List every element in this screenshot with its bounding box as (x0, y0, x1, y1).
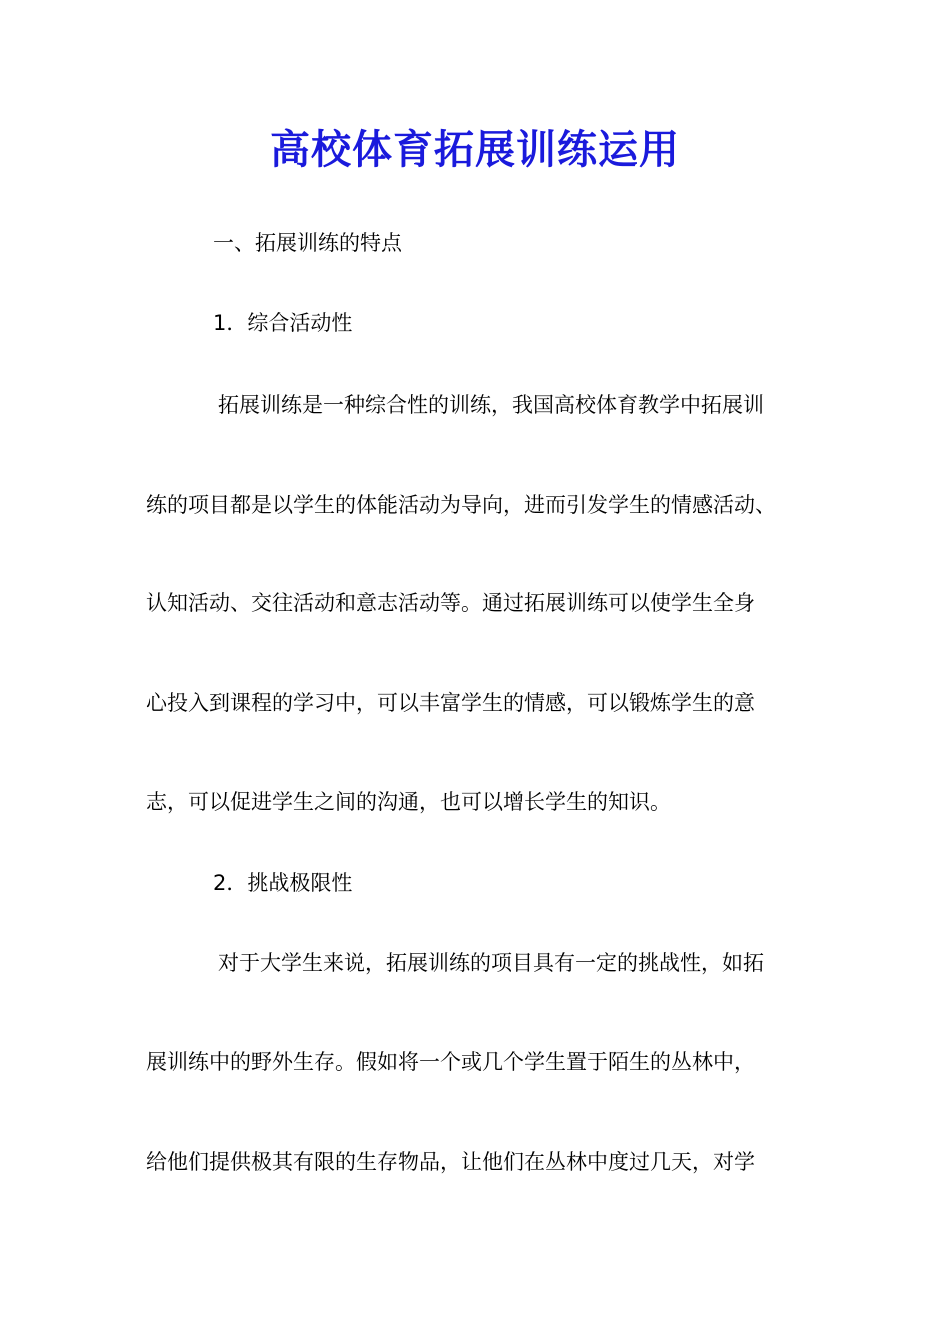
paragraph-line: 展训练中的野外生存。假如将一个或几个学生置于陌生的丛林中， (146, 1050, 755, 1074)
paragraph-line: 志，可以促进学生之间的沟通，也可以增长学生的知识。 (146, 790, 671, 814)
paragraph-line: 拓展训练是一种综合性的训练，我国高校体育教学中拓展训 (218, 393, 764, 417)
subsection-heading: 1．综合活动性 (213, 311, 353, 335)
subsection-heading: 2．挑战极限性 (213, 871, 353, 895)
paragraph-line: 对于大学生来说，拓展训练的项目具有一定的挑战性，如拓 (218, 951, 764, 975)
paragraph-line: 认知活动、交往活动和意志活动等。通过拓展训练可以使学生全身 (146, 591, 755, 615)
section-heading: 一、拓展训练的特点 (213, 231, 402, 255)
paragraph-line: 练的项目都是以学生的体能活动为导向，进而引发学生的情感活动、 (146, 493, 776, 517)
document-title: 高校体育拓展训练运用 (270, 126, 680, 173)
paragraph-line: 心投入到课程的学习中，可以丰富学生的情感，可以锻炼学生的意 (146, 691, 755, 715)
paragraph-line: 给他们提供极其有限的生存物品，让他们在丛林中度过几天，对学 (146, 1150, 755, 1174)
